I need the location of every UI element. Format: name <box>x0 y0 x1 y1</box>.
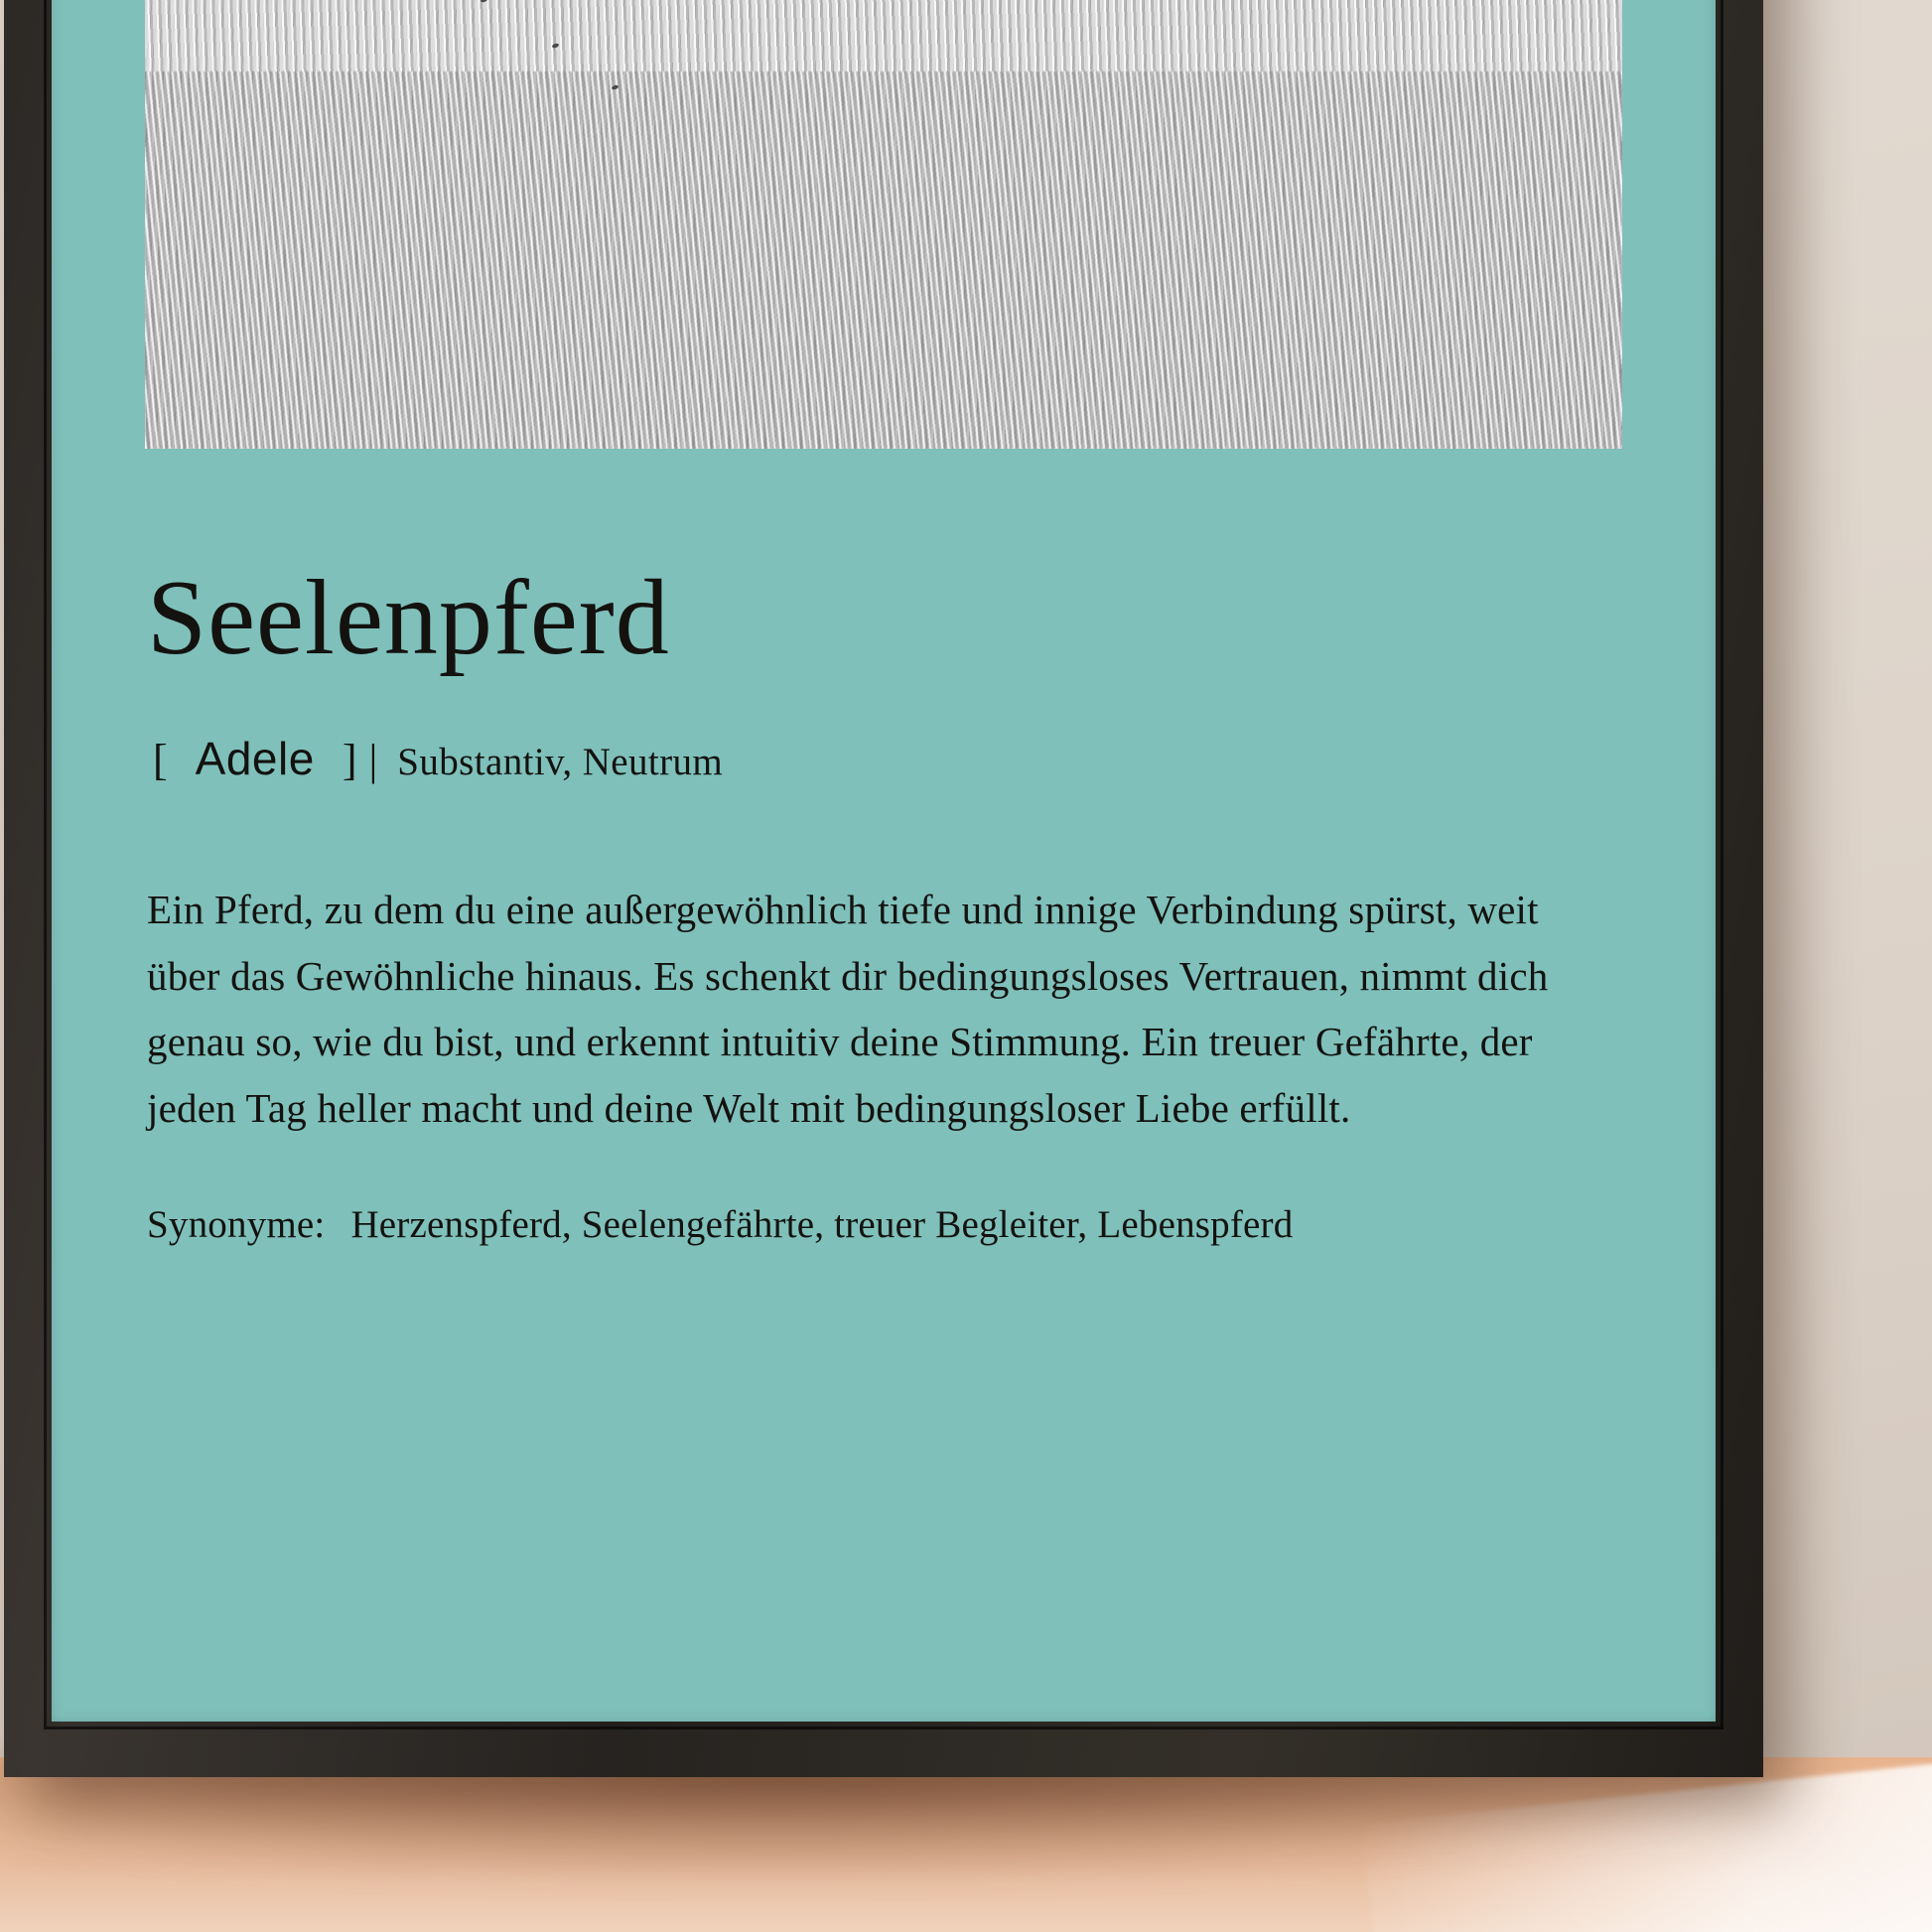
separator: | <box>368 736 378 785</box>
frame-drop-shadow <box>0 1759 1767 1878</box>
synonyms-label: Synonyme: <box>147 1203 326 1247</box>
frame-bevel <box>44 0 1724 1729</box>
grammar-label: Substantiv, Neutrum <box>397 741 724 784</box>
definition-text: Ein Pferd, zu dem du eine außergewöhnlich tiefe und innige Verbindung spürst, weit über das Gewöhnliche hinaus. Es schenkt dir bedingungsloses Vertrauen, nimmt dich genau so, wie du bist, und erkennt intuitiv deine Stimmung. Ein treuer Gefährte, der jeden Tag heller macht und deine Welt mit bedingungsloser Liebe erfüllt. <box>147 887 1549 1131</box>
close-bracket: ] <box>342 736 357 785</box>
pronunciation-name: Adele <box>195 733 315 785</box>
synonyms-value: Herzenspferd, Seelengefährte, treuer Begleiter, Lebenspferd <box>350 1203 1294 1247</box>
page-title: Seelenpferd <box>147 559 670 677</box>
open-bracket: [ <box>153 736 168 785</box>
picture-frame <box>4 0 1763 1777</box>
